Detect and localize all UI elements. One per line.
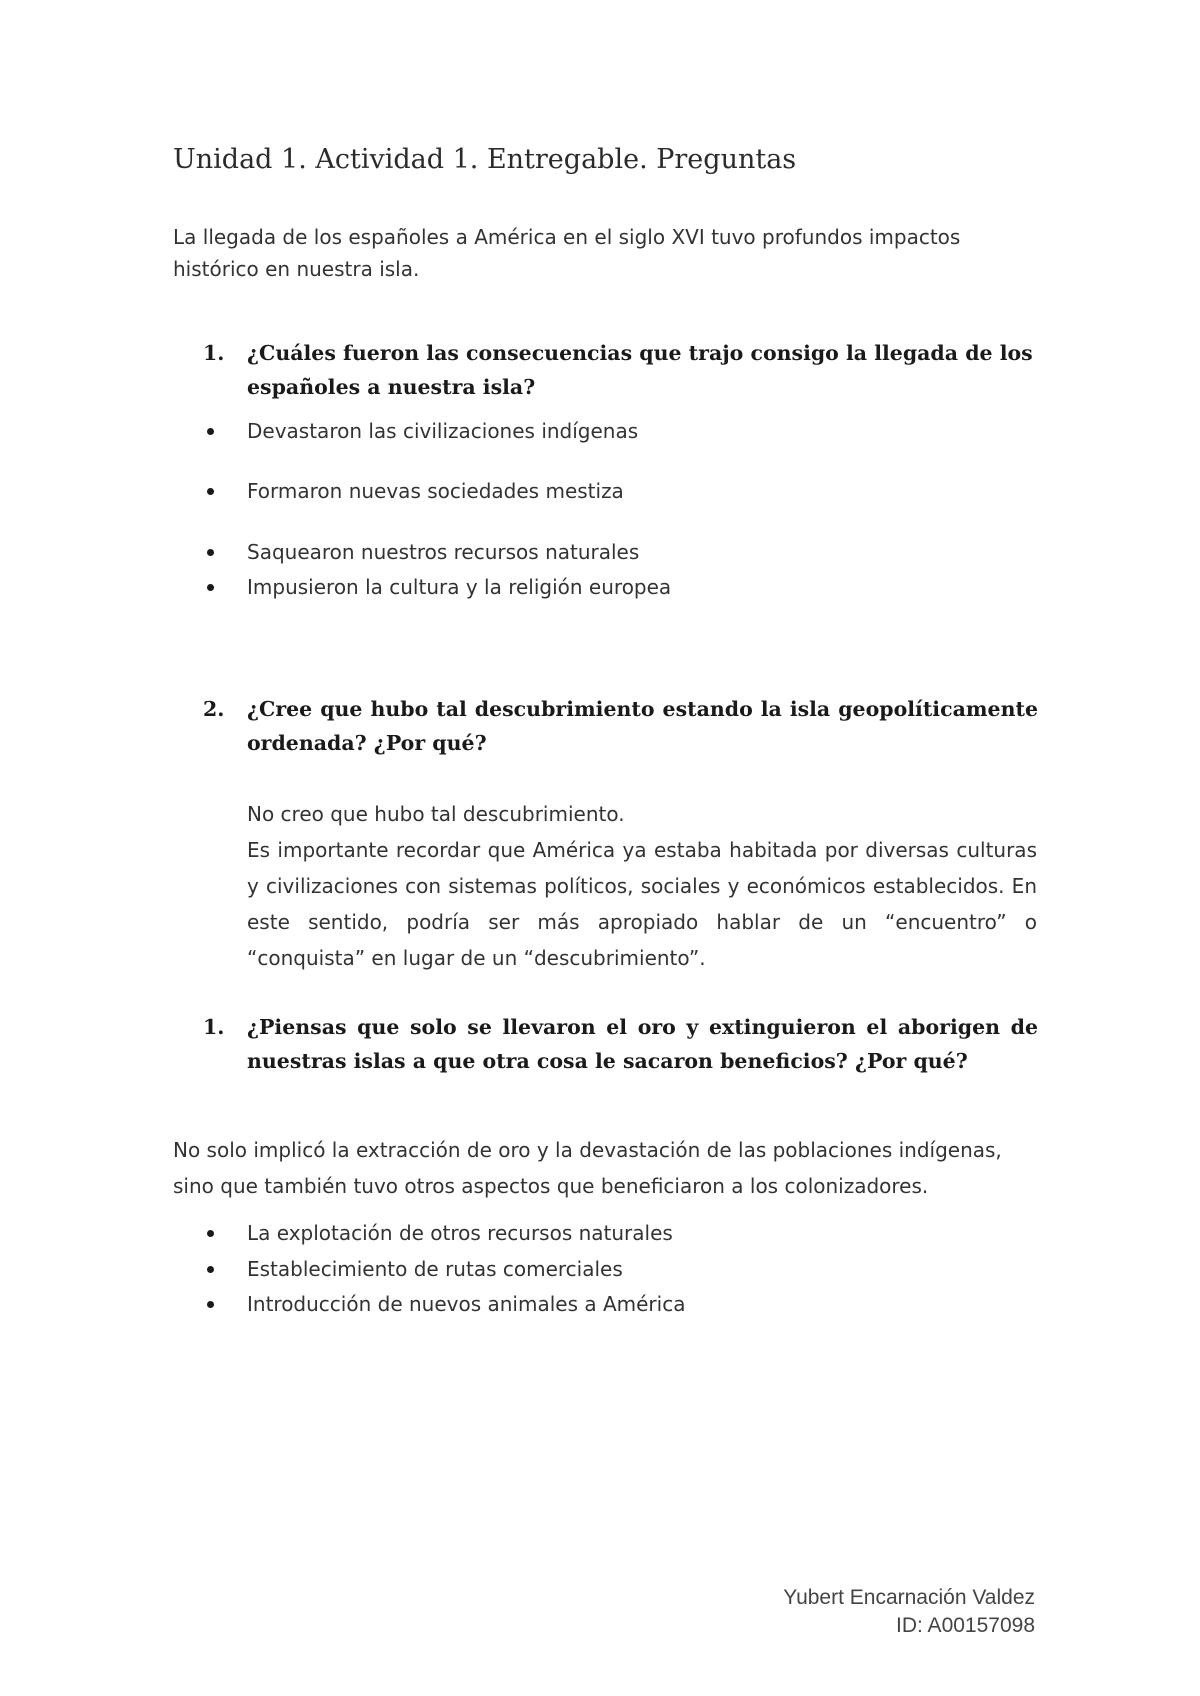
question-1	[203, 336, 1038, 404]
question-2	[203, 692, 1038, 760]
bullet-icon	[207, 1266, 214, 1273]
question-1-number: 1.	[203, 341, 225, 365]
list-item-text: Saquearon nuestros recursos naturales	[247, 540, 640, 564]
question-2-answer	[247, 796, 1037, 976]
list-item	[203, 419, 638, 443]
question-2-number: 2.	[203, 697, 225, 721]
footer-signature	[783, 1584, 1035, 1640]
list-item	[203, 1221, 673, 1245]
document-title: Unidad 1. Actividad 1. Entregable. Preguntas	[173, 144, 797, 175]
bullet-icon	[207, 1301, 214, 1308]
list-item-text: Introducción de nuevos animales a América	[247, 1292, 686, 1316]
list-item-text: Devastaron las civilizaciones indígenas	[247, 419, 639, 443]
list-item	[203, 1292, 685, 1316]
list-item	[203, 575, 671, 599]
answer-line: No creo que hubo tal descubrimiento.	[247, 802, 625, 826]
answer-paragraph: Es importante recordar que América ya estaba habitada por diversas culturas y civilizaciones con sistemas políticos, sociales y económicos establecidos. En este sentido, podría ser más apropiado hablar de un “encuentro” o “conquista” en lugar de un “descubrimiento”.	[247, 838, 1037, 970]
question-2-text: ¿Cree que hubo tal descubrimiento estando la isla geopolíticamente ordenada? ¿Por qué?	[247, 697, 1038, 755]
bullet-icon	[207, 428, 214, 435]
list-item-text: La explotación de otros recursos naturales	[247, 1221, 673, 1245]
question-3	[203, 1010, 1038, 1078]
bullet-icon	[207, 1230, 214, 1237]
question-3-number: 1.	[203, 1015, 225, 1039]
student-id: ID: A00157098	[896, 1614, 1035, 1637]
list-item-text: Impusieron la cultura y la religión europea	[247, 575, 672, 599]
list-item-text: Establecimiento de rutas comerciales	[247, 1257, 623, 1281]
question-3-text: ¿Piensas que solo se llevaron el oro y extinguieron el aborigen de nuestras islas a que otra cosa le sacaron beneficios? ¿Por qué?	[247, 1015, 1038, 1073]
intro-paragraph: La llegada de los españoles a América en el siglo XVI tuvo profundos impactos histórico en nuestra isla.	[173, 225, 961, 281]
question-3-answer-paragraph: No solo implicó la extracción de oro y la devastación de las poblaciones indígenas, sino que también tuvo otros aspectos que beneficiaron a los colonizadores.	[173, 1138, 1002, 1198]
list-item	[203, 479, 624, 503]
bullet-icon	[207, 488, 214, 495]
list-item	[203, 540, 639, 564]
question-1-text: ¿Cuáles fueron las consecuencias que trajo consigo la llegada de los españoles a nuestra isla?	[247, 341, 1033, 399]
list-item	[203, 1257, 623, 1281]
bullet-icon	[207, 549, 214, 556]
author-name: Yubert Encarnación Valdez	[783, 1586, 1035, 1609]
list-item-text: Formaron nuevas sociedades mestiza	[247, 479, 624, 503]
bullet-icon	[207, 584, 214, 591]
